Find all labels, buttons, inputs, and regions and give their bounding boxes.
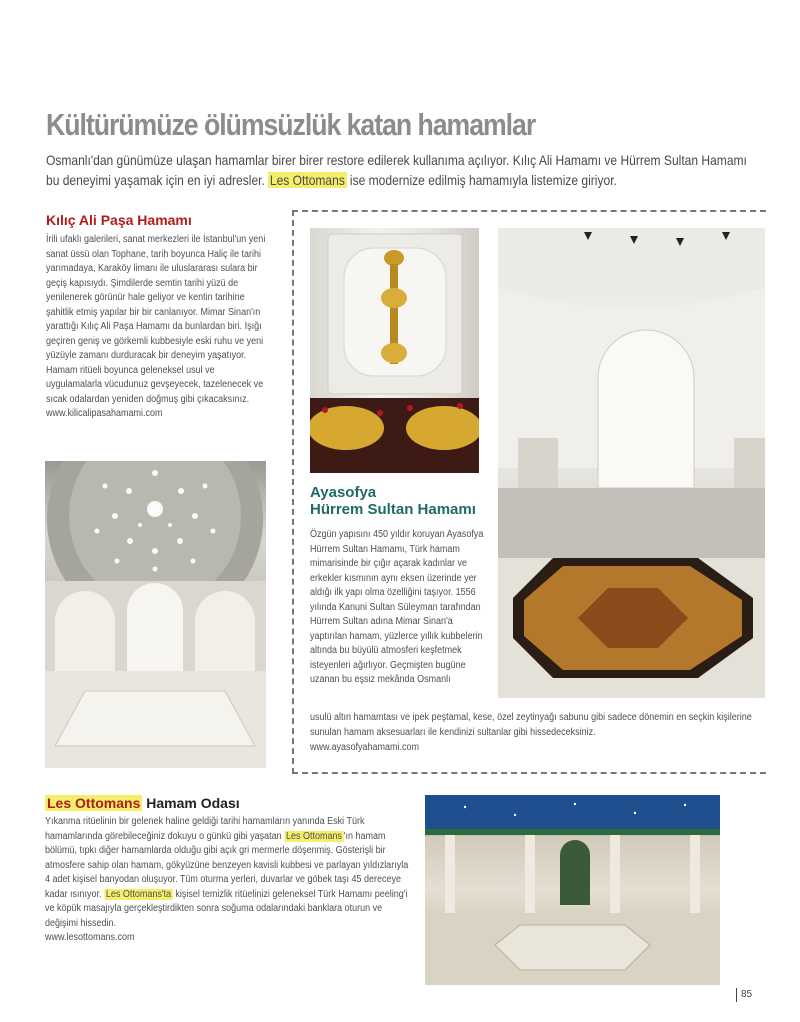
les-heading-highlight: Les Ottomans: [47, 795, 141, 811]
les-body-hl1: Les Ottomans: [285, 830, 342, 842]
les-url[interactable]: www.lesottomans.com: [45, 932, 135, 943]
les-body-1: Yıkanma ritüelinin bir gelenek haline geldiği tarihi hamamların yanında Eski Türk hamamlarında görebileceğiniz dokuyu o günkü gibi yaşatan: [45, 816, 365, 842]
hurrem-interior-illustration: [498, 228, 765, 698]
kilic-hamam-photo: [45, 461, 266, 768]
golden-tap-photo: [310, 228, 479, 473]
les-body-2: 'ın hamam bölümü, tıpkı diğer hamamlarda olduğu gibi açık gri mermerle döşenmiş. Gösterişli bir atmosfere sahip olan hamam, gökyüzüne benzeyen kavisli kubbesi ve parlayan yıldızlarıyla 4 adet kişisel banyodan oluşuyor. Tüm oturma yerleri, duvarlar ve göbek taşı 45 dereceye kadar ısınıyor.: [45, 830, 409, 900]
hurrem-heading-line2: Hürrem Sultan Hamamı: [310, 501, 476, 518]
les-body: [45, 815, 410, 931]
hurrem-section: [310, 484, 485, 688]
page-number: 85: [736, 988, 752, 1002]
les-body-3: kişisel temizlik ritüelinizi geleneksel Türk Hamamı peeling'i ve köpük masajıyla gerçekleştirdikten sonra soğuma odalarındaki banklara oturun ve değişimi hissedin.: [45, 888, 408, 929]
kilic-heading: Kılıç Ali Paşa Hamamı: [46, 212, 192, 228]
kilic-url[interactable]: www.kilicalipasahamami.com: [46, 408, 163, 419]
intro-text: Osmanlı'dan günümüze ulaşan hamamlar birer birer restore edilerek kullanıma açılıyor. Kılıç Ali Hamamı ve Hürrem Sultan Hamamı bu deneyimi yaşamak için en iyi adresler.: [46, 152, 747, 188]
les-heading-rest: Hamam Odası: [142, 795, 240, 811]
kilic-section: [46, 212, 271, 422]
kilic-body: İrili ufaklı galerileri, sanat merkezleri ile İstanbul'un yeni sanat üssü olan Tophane, tarih boyunca Haliç ile tarihi yarımadaya, Karaköy limanı ile uluslararası sulara bir geçiş kapısıydı. Şimdilerde semtin tarihi yüzü de yenilenerek görünür hale geliyor ve kentin tarihine şahitlik etmiş yapılar bir bir canlanıyor. Mimar Sinan'ın yarattığı Kılıç Ali Paşa Hamamı da bunlardan biri. Işığı geçiren geniş ve görkemli kubbesiyle eski ruhu ve yeni yüzüyle zamanı durduracak bir deneyim yaşatıyor. Hamam ritüeli boyunca geleneksel usul ve uygulamalarla vücudunuz gevşeyecek, tazelenecek ve sıcak odalardan yeniden doğmuş gibi çıkacaksınız.: [46, 234, 266, 405]
les-heading: [45, 795, 415, 812]
dome-illustration: [45, 461, 266, 768]
les-body-hl2: Les Ottomans'ta: [105, 888, 172, 900]
intro-paragraph: [46, 150, 760, 190]
les-section: [45, 795, 415, 946]
hurrem-body: Özgün yapısını 450 yıldır koruyan Ayasofya Hürrem Sultan Hamamı, Türk hamam mimarisinde bir çığır açarak kadınlar ve erkekler kısmının aynı eksen üzerinde yer aldığı ilk yapı olma özelliğini taşıyor. 1556 yılında Kanuni Sultan Süleyman tarafından Hürrem Sultan adına Mimar Sinan'a yaptırılan hamam, yüzlerce yıllık kubbelerin altında bu büyülü atmosferi keşfetmek isteyenleri ağırlıyor. Geçmişten bugüne uzanan bu eşsiz mekânda Osmanlı: [310, 529, 484, 685]
page-title: Kültürümüze ölümsüzlük katan hamamlar: [46, 107, 536, 142]
les-interior-illustration: [425, 795, 720, 985]
hurrem-url[interactable]: www.ayasofyahamami.com: [310, 742, 420, 753]
hurrem-body-wide: usulü altın hamamtası ve ipek peştamal, kese, özel zeytinyağı sabunu gibi sadece dönemin en seçkin kişilerine sunulan hamam aksesuarları ile kendinizi sultanlar gibi hissedeceksiniz.: [310, 712, 752, 738]
hurrem-heading-line1: Ayasofya: [310, 484, 377, 501]
intro-text-end: ise modernize edilmiş hamamıyla listemize giriyor.: [346, 172, 617, 188]
les-ottomans-photo: [425, 795, 720, 985]
intro-highlight: Les Ottomans: [269, 172, 345, 188]
golden-faucet-illustration: [310, 228, 479, 473]
hurrem-hamam-photo: [498, 228, 765, 698]
